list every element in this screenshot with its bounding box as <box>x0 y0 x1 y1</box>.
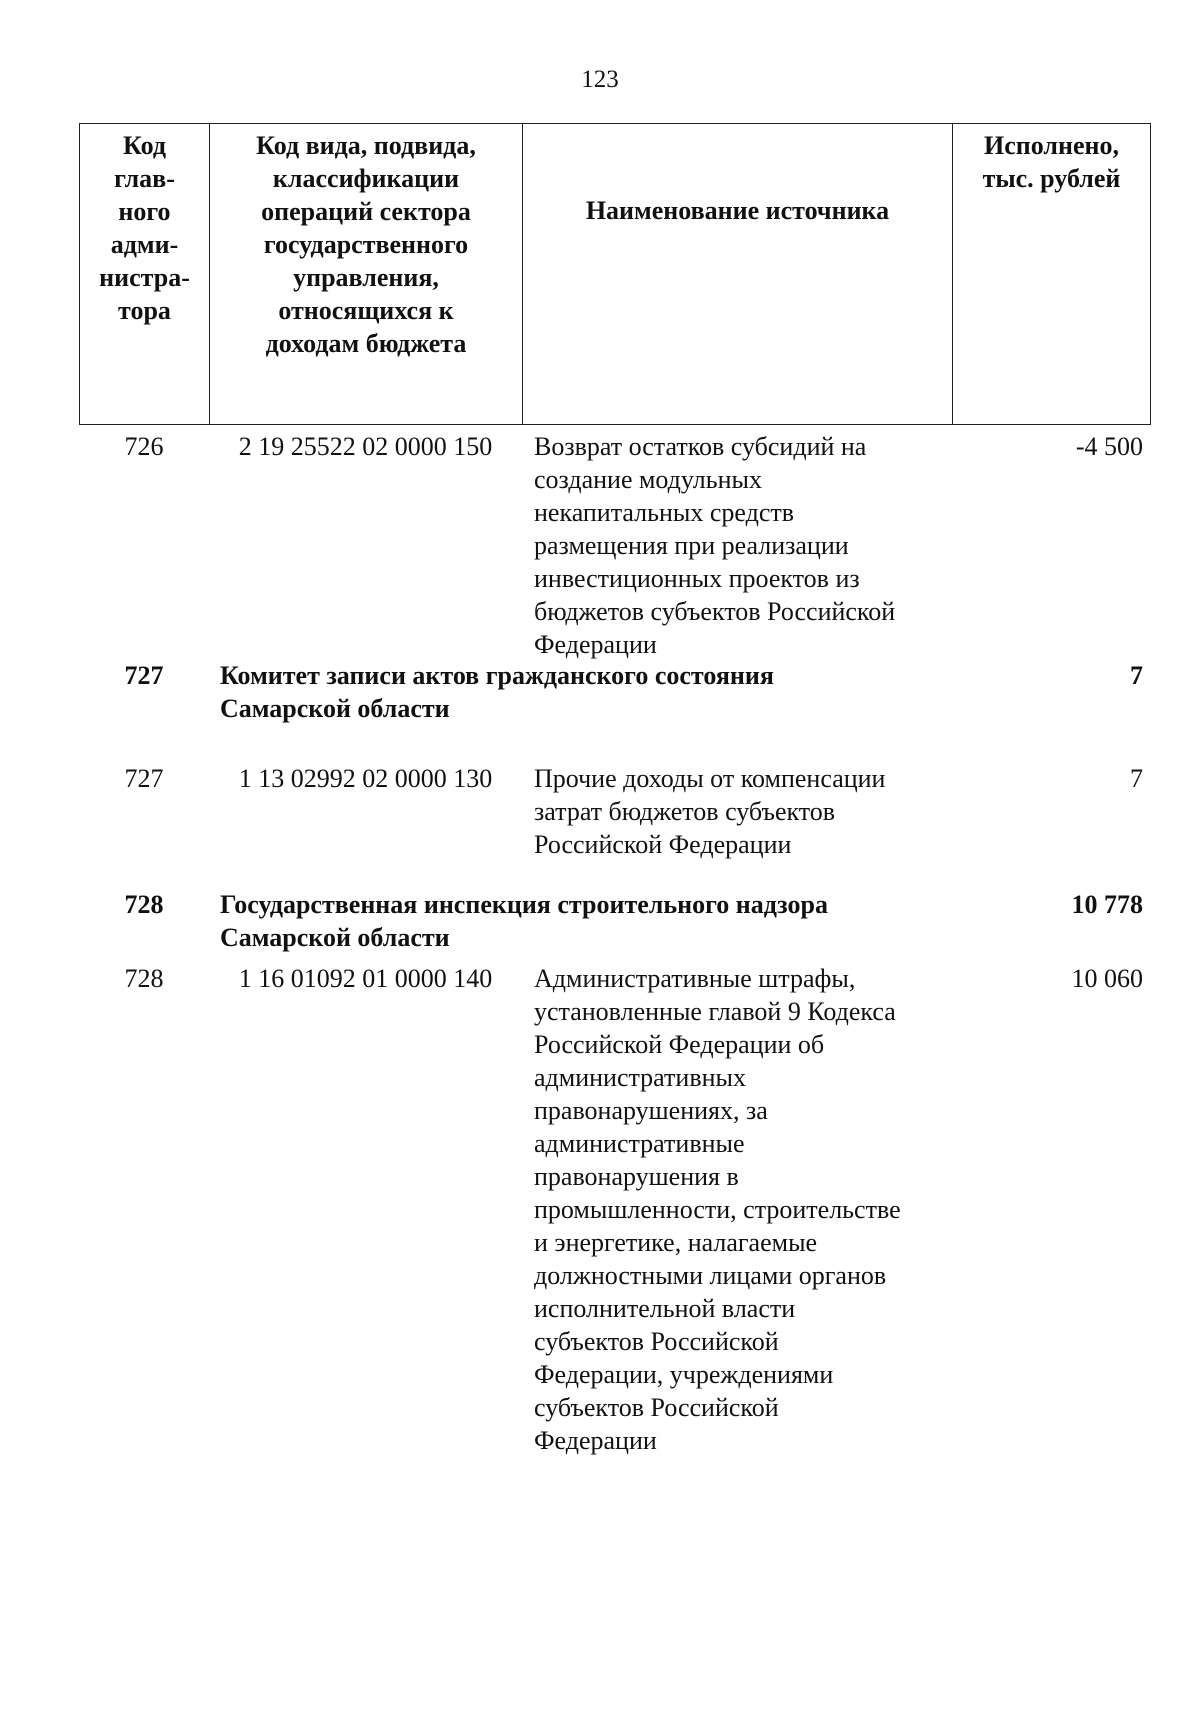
administrator-name <box>220 659 950 725</box>
name-line: субъектов Российской <box>534 1327 779 1356</box>
name-line: инвестиционных проектов из <box>534 564 860 593</box>
amount: 7 <box>1130 661 1143 690</box>
classification-code: 1 16 01092 01 0000 140 <box>238 964 493 993</box>
header-line: тыс. рублей <box>982 164 1121 193</box>
source-name <box>534 762 949 861</box>
header-admin-code <box>80 124 210 424</box>
name-line: административных <box>534 1063 746 1092</box>
header-line: нистра- <box>99 263 190 292</box>
amount: 7 <box>1130 764 1143 793</box>
amount: 10 778 <box>1071 890 1143 919</box>
source-name <box>534 430 949 661</box>
name-line: Прочие доходы от компенсации <box>534 764 886 793</box>
page-number: 123 <box>581 66 619 93</box>
name-line: установленные главой 9 Кодекса <box>534 997 896 1026</box>
header-classification-code <box>210 124 523 424</box>
amount: -4 500 <box>1075 432 1143 461</box>
name-line: Российской Федерации <box>534 830 792 859</box>
header-line: управления, <box>293 263 439 292</box>
name-line: бюджетов субъектов Российской <box>534 597 896 626</box>
name-line: Российской Федерации об <box>534 1030 825 1059</box>
admin-code: 727 <box>124 661 164 690</box>
name-line: Федерации <box>534 1426 657 1455</box>
header-line: Код <box>123 131 166 160</box>
name-line: Федерации, учреждениями <box>534 1360 834 1389</box>
name-line: Возврат остатков субсидий на <box>534 432 867 461</box>
name-line: затрат бюджетов субъектов <box>534 797 836 826</box>
classification-code: 2 19 25522 02 0000 150 <box>238 432 493 461</box>
header-line: ного <box>118 197 171 226</box>
name-line: создание модульных <box>534 465 762 494</box>
source-name <box>534 962 949 1457</box>
admin-code: 728 <box>124 890 164 919</box>
name-line: Самарской области <box>220 694 450 723</box>
name-line: Государственная инспекция строительного надзора <box>220 890 828 919</box>
name-line: Самарской области <box>220 923 450 952</box>
name-line: промышленности, строительстве <box>534 1195 901 1224</box>
header-line: относящихся к <box>278 296 454 325</box>
name-line: Федерации <box>534 630 657 659</box>
name-line: должностными лицами органов <box>534 1261 887 1290</box>
name-line: исполнительной власти <box>534 1294 796 1323</box>
admin-code: 726 <box>124 432 164 461</box>
name-line: Административные штрафы, <box>534 964 856 993</box>
name-line: Комитет записи актов гражданского состояния <box>220 661 774 690</box>
admin-code: 728 <box>124 964 164 993</box>
header-line: Код вида, подвида, <box>256 131 476 160</box>
classification-code: 1 13 02992 02 0000 130 <box>238 764 493 793</box>
header-line: тора <box>118 296 171 325</box>
name-line: правонарушения в <box>534 1162 739 1191</box>
header-line: доходам бюджета <box>265 329 467 358</box>
name-line: субъектов Российской <box>534 1393 779 1422</box>
header-line: классификации <box>272 164 460 193</box>
table-header <box>79 123 1151 425</box>
header-source-name <box>523 124 953 424</box>
name-line: размещения при реализации <box>534 531 849 560</box>
name-line: некапитальных средств <box>534 498 795 527</box>
name-line: административные <box>534 1129 745 1158</box>
admin-code: 727 <box>124 764 164 793</box>
administrator-name <box>220 888 950 954</box>
header-line: глав- <box>114 164 175 193</box>
header-line: Исполнено, <box>984 131 1119 160</box>
name-line: и энергетике, налагаемые <box>534 1228 818 1257</box>
header-line: операций сектора <box>261 197 471 226</box>
header-line: Наименование источника <box>585 196 890 225</box>
header-line: государственного <box>263 230 469 259</box>
header-amount <box>953 124 1150 424</box>
name-line: правонарушениях, за <box>534 1096 768 1125</box>
amount: 10 060 <box>1071 964 1143 993</box>
header-line: адми- <box>110 230 179 259</box>
